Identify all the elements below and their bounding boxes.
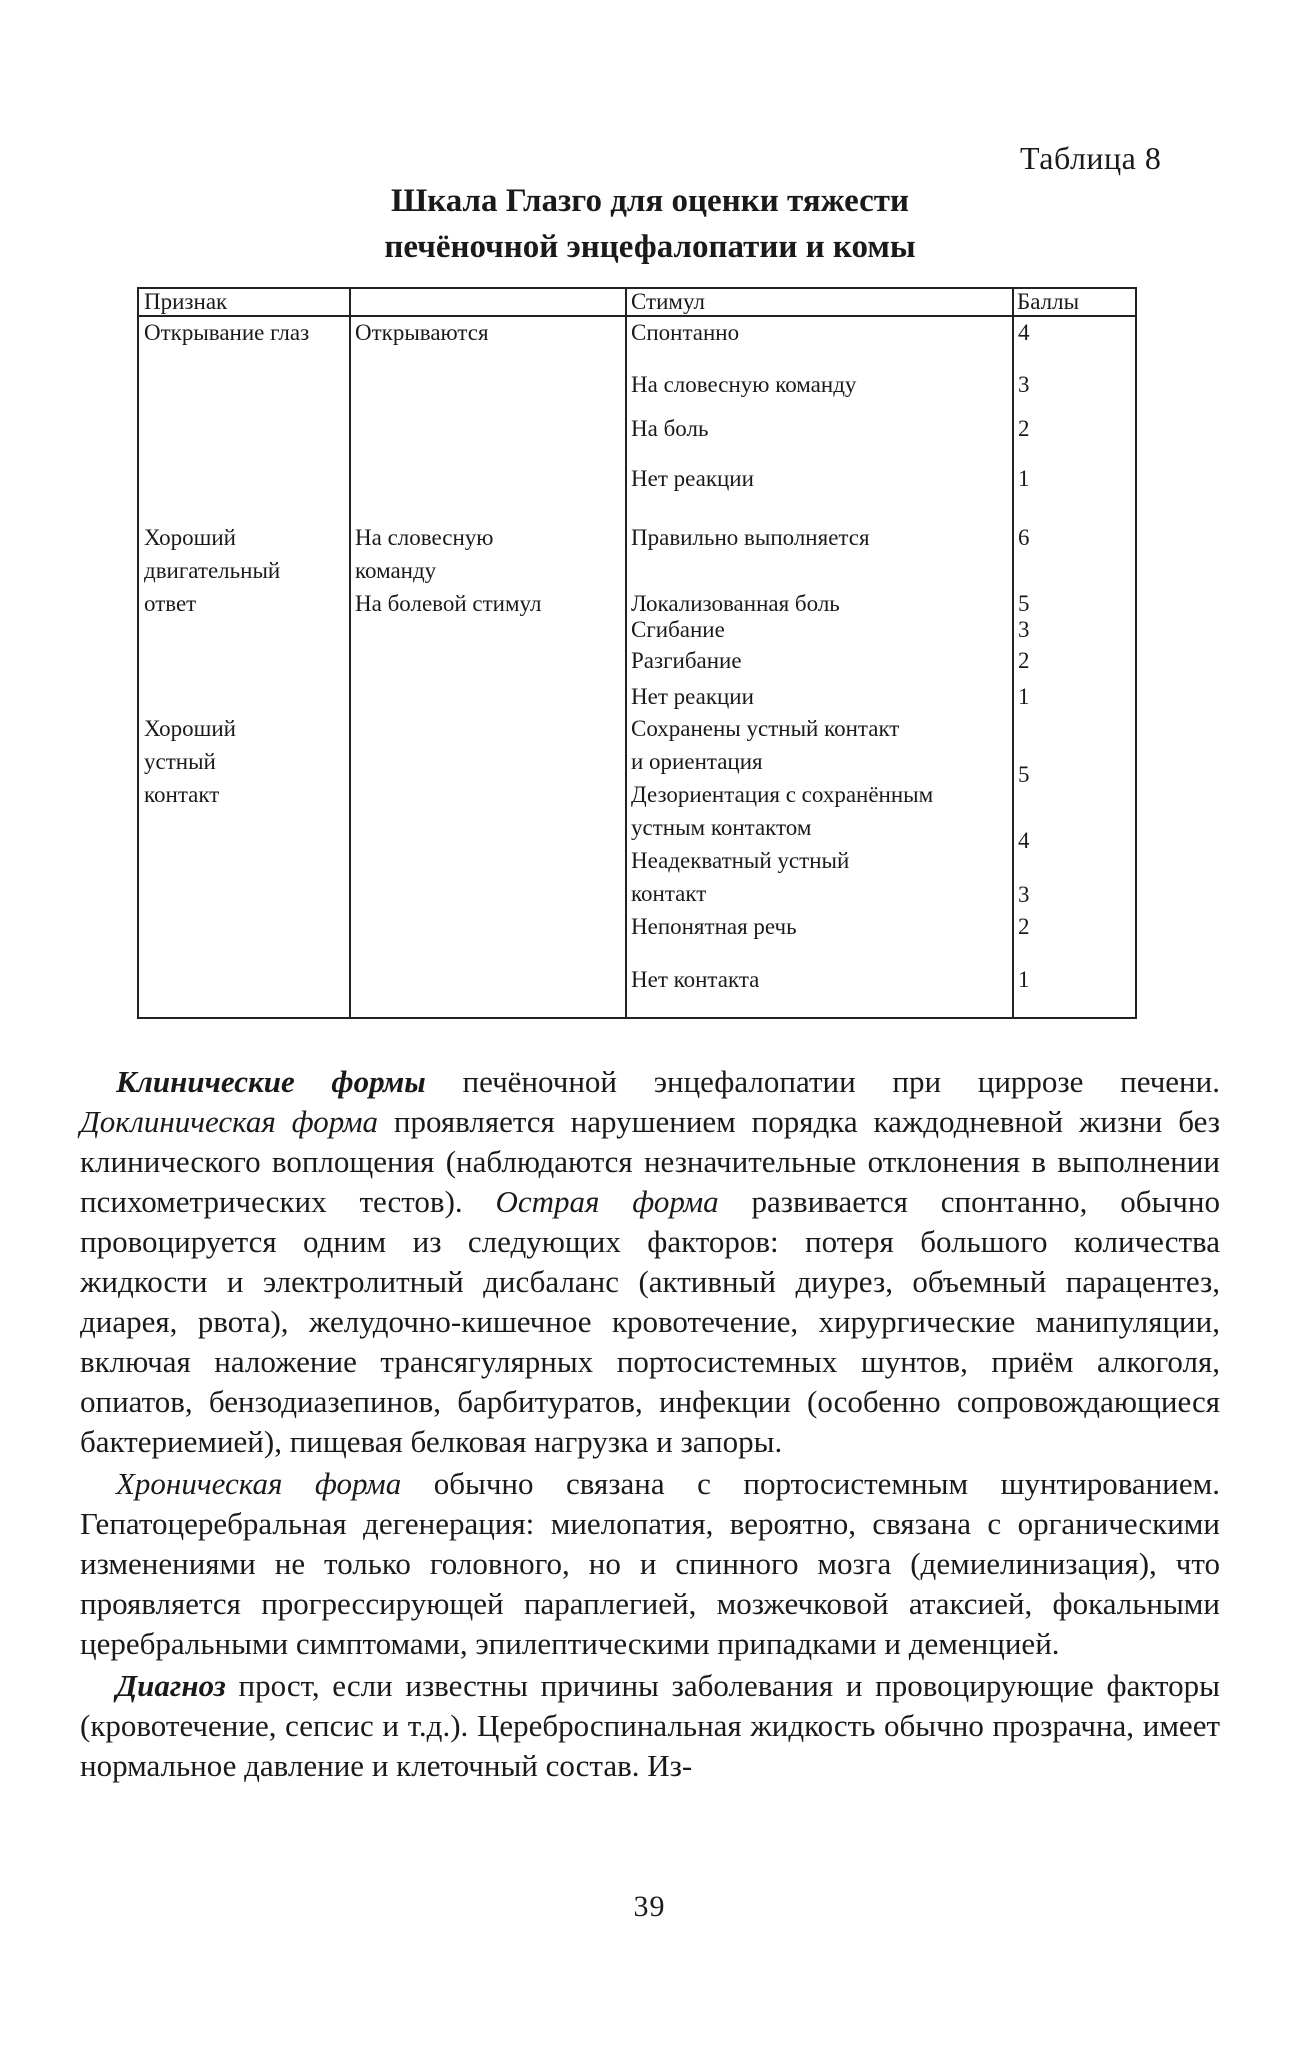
header-stimulus: Стимул <box>631 289 705 314</box>
eye-opening-mode: Открываются <box>355 320 489 345</box>
stimulus-cell: Нет реакции <box>631 684 754 709</box>
score-cell: 1 <box>1018 466 1030 491</box>
term-preclinical-form: Доклиническая форма <box>80 1104 378 1139</box>
score-cell: 5 <box>1018 762 1030 787</box>
table-title-line-1: Шкала Глазго для оценки тяжести <box>390 183 910 219</box>
paragraph-diagnosis <box>80 1666 1220 1786</box>
score-cell: 4 <box>1018 828 1030 853</box>
stimulus-cell: Нет реакции <box>631 466 754 491</box>
table-title-line-2: печёночной энцефалопатии и комы <box>384 229 916 265</box>
sign-eye-opening: Открывание глаз <box>144 320 310 345</box>
stimulus-cell: и ориентация <box>631 749 763 774</box>
body-text <box>80 1062 1220 1788</box>
stimulus-cell: Сохранены устный контакт <box>631 716 900 741</box>
stimulus-cell: Неадекватный устный <box>631 848 850 873</box>
stimulus-cell: Сгибание <box>631 617 725 642</box>
motor-mode-pain: На болевой стимул <box>355 591 542 616</box>
score-cell: 3 <box>1018 882 1030 907</box>
paragraph-text: печёночной энцефалопатии при циррозе печени. <box>425 1064 1220 1099</box>
sign-motor-response: двигательный <box>144 558 281 583</box>
page-number: 39 <box>633 1890 666 1923</box>
stimulus-cell: Нет контакта <box>631 967 760 992</box>
score-cell: 2 <box>1018 648 1030 673</box>
score-cell: 1 <box>1018 684 1030 709</box>
score-cell: 6 <box>1018 525 1030 550</box>
score-cell: 2 <box>1018 416 1030 441</box>
term-acute-form: Острая форма <box>495 1184 719 1219</box>
stimulus-cell: Непонятная речь <box>631 914 797 939</box>
paragraph-clinical-forms <box>80 1062 1220 1462</box>
stimulus-cell: контакт <box>631 881 707 906</box>
score-cell: 5 <box>1018 591 1030 616</box>
score-cell: 4 <box>1018 320 1030 345</box>
stimulus-cell: На боль <box>631 416 709 441</box>
term-chronic-form: Хроническая форма <box>116 1466 402 1501</box>
score-cell: 3 <box>1018 617 1030 642</box>
table-label: Таблица 8 <box>1020 140 1162 176</box>
term-clinical-forms: Клинические формы <box>116 1064 426 1099</box>
score-cell: 3 <box>1018 372 1030 397</box>
stimulus-cell: Дезориентация с сохранённым <box>631 782 934 807</box>
sign-motor-response: ответ <box>144 591 197 616</box>
header-score: Баллы <box>1017 289 1080 314</box>
table-column-divider <box>625 289 627 1017</box>
score-cell: 1 <box>1018 967 1030 992</box>
header-sign: Признак <box>144 289 228 314</box>
stimulus-cell: Разгибание <box>631 648 742 673</box>
sign-verbal-contact: устный <box>144 749 216 774</box>
table-title <box>290 178 1010 270</box>
stimulus-cell: На словесную команду <box>631 372 857 397</box>
stimulus-cell: Локализованная боль <box>631 591 840 616</box>
term-diagnosis: Диагноз <box>116 1668 226 1703</box>
paragraph-text: развивается спонтанно, обычно провоцируется одним из следующих факторов: потеря большого количества жидкости и электролитный дисбаланс (активный диурез, объемный парацентез, диарея, рвота), желудочно-кишечное кровотечение, хирургические манипуляции, включая наложение трансягулярных портосистемных шунтов, приём алкоголя, опиатов, бензодиазепинов, барбитуратов, инфекции (особенно сопровождающиеся бактериемией), пищевая белковая нагрузка и запоры. <box>80 1184 1220 1459</box>
paragraph-text: проявляется нарушением порядка каждодневной жизни без клинического воплощения (наблюдаются незначительные отклонения в выполнении психометрических тестов). <box>80 1104 1220 1219</box>
motor-mode-verbal: На словесную <box>355 525 494 550</box>
paragraph-chronic-form <box>80 1464 1220 1664</box>
table-column-divider <box>349 289 351 1017</box>
paragraph-text: прост, если известны причины заболевания и провоцирующие факторы (кровотечение, сепсис и т.д.). Цереброспинальная жидкость обычно прозрачна, имеет нормальное давление и клеточный состав. Из- <box>80 1668 1220 1783</box>
sign-verbal-contact: Хороший <box>144 716 236 741</box>
stimulus-cell: Спонтанно <box>631 320 740 345</box>
stimulus-cell: Правильно выполняется <box>631 525 870 550</box>
glasgow-scale-table <box>137 287 1137 1019</box>
stimulus-cell: устным контактом <box>631 815 812 840</box>
table-column-divider <box>1012 289 1014 1017</box>
sign-motor-response: Хороший <box>144 525 236 550</box>
paragraph-text: обычно связана с портосистемным шунтированием. Гепатоцеребральная дегенерация: миелопатия, вероятно, связана с органическими изменениями не только головного, но и спинного мозга (демиелинизация), что проявляется прогрессирующей параплегией, мозжечковой атаксией, фокальными церебральными симптомами, эпилептическими припадками и деменцией. <box>80 1466 1220 1661</box>
sign-verbal-contact: контакт <box>144 782 220 807</box>
score-cell: 2 <box>1018 914 1030 939</box>
motor-mode-verbal: команду <box>355 558 437 583</box>
